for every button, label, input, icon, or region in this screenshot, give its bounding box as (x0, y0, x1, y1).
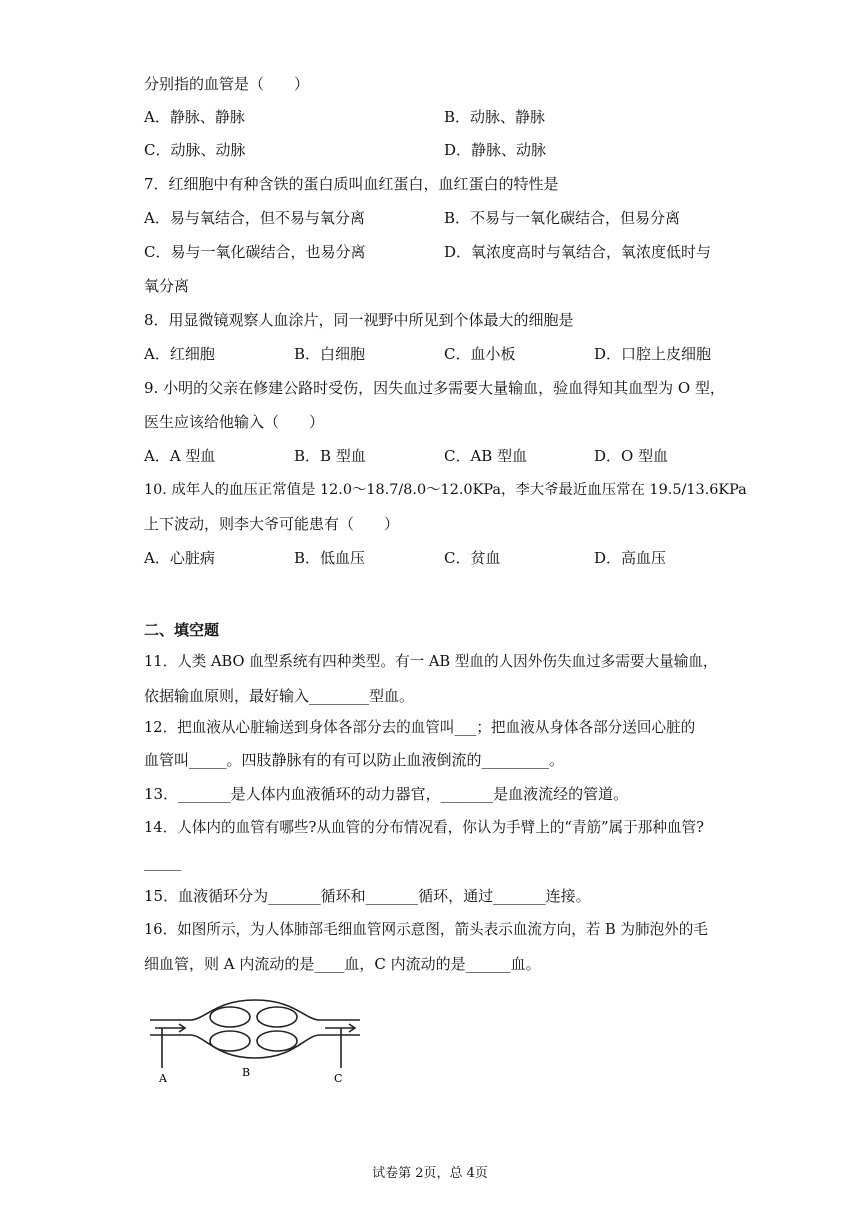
q8-option-a: A．红细胞 (144, 345, 215, 363)
q7-option-a: A．易与氧结合，但不易与氧分离 (144, 209, 365, 227)
q9-stem-line2: 医生应该给他输入（ ） (144, 413, 325, 431)
q7-stem: 7．红细胞中有种含铁的蛋白质叫血红蛋白，血红蛋白的特性是 (144, 175, 559, 193)
vessel-top-wall (150, 1000, 360, 1020)
q11-line1: 11．人类 ABO 血型系统有四种类型。有一 AB 型血的人因外伤失血过多需要大量输血， (144, 653, 718, 670)
q14-answer-blank: _____ (144, 853, 182, 871)
q8-option-d: D．口腔上皮细胞 (594, 345, 712, 363)
q7-option-b: B．不易与一氧化碳结合，但易分离 (444, 209, 681, 227)
q9-option-a: A．A 型血 (144, 447, 216, 465)
q6-option-c: C．动脉、动脉 (144, 141, 246, 159)
q10-option-a: A．心脏病 (144, 549, 215, 567)
q10-stem-line2: 上下波动，则李大爷可能患有（ ） (144, 515, 400, 533)
capillary-loop (257, 1031, 297, 1051)
vessel-bottom-wall (150, 1035, 360, 1058)
capillary-loop (210, 1007, 250, 1027)
q15-line1: 15．血液循环分为_______循环和_______循环，通过_______连接。 (144, 887, 591, 905)
q6-stem-tail: 分别指的血管是（ ） (144, 75, 310, 93)
q7-option-d-continued: 氧分离 (144, 277, 190, 295)
q7-option-c: C．易与一氧化碳结合，也易分离 (144, 243, 366, 261)
label-a: A (159, 1072, 167, 1085)
q6-option-b: B．动脉、静脉 (444, 108, 546, 126)
q10-option-c: C．贫血 (444, 549, 501, 567)
q12-line1: 12．把血液从心脏输送到身体各部分去的血管叫___；把血液从身体各部分送回心脏的 (144, 719, 696, 736)
q7-option-d: D．氧浓度高时与氧结合，氧浓度低时与 (444, 243, 712, 261)
q8-stem: 8．用显微镜观察人血涂片，同一视野中所见到个体最大的细胞是 (144, 311, 574, 329)
q10-stem-line1: 10. 成年人的血压正常值是 12.0～18.7/8.0～12.0KPa，李大爷最近血压常在 19.5/13.6KPa (144, 482, 747, 498)
q13-line1: 13．_______是人体内血液循环的动力器官，_______是血液流经的管道。 (144, 785, 629, 803)
q16-line1: 16．如图所示，为人体肺部毛细血管网示意图，箭头表示血流方向，若 B 为肺泡外的毛 (144, 921, 708, 938)
label-b: B (242, 1066, 251, 1079)
q9-option-d: D．O 型血 (594, 447, 669, 465)
capillary-loop (210, 1031, 250, 1051)
q10-option-d: D．高血压 (594, 549, 667, 567)
q6-option-d: D．静脉、动脉 (444, 141, 547, 159)
q8-option-c: C．血小板 (444, 345, 516, 363)
section-title-fill-in-blank: 二、填空题 (144, 621, 220, 639)
q8-option-b: B．白细胞 (294, 345, 366, 363)
capillary-network-diagram (145, 990, 365, 1090)
q10-option-b: B．低血压 (294, 549, 366, 567)
q12-line2: 血管叫_____。四肢静脉有的有可以防止血液倒流的_________。 (144, 751, 565, 769)
q9-option-b: B．B 型血 (294, 447, 366, 465)
q11-line2: 依据输血原则，最好输入________型血。 (144, 687, 415, 705)
q9-stem-line1: 9. 小明的父亲在修建公路时受伤，因失血过多需要大量输血，验血得知其血型为 O 型， (144, 379, 725, 397)
q9-option-c: C．AB 型血 (444, 447, 528, 465)
capillary-loop (257, 1007, 297, 1027)
label-c: C (334, 1072, 343, 1085)
q14-line1: 14．人体内的血管有哪些?从血管的分布情况看，你认为手臂上的“青筋”属于那种血管? (144, 819, 704, 836)
q16-line2: 细血管，则 A 内流动的是____血，C 内流动的是______血。 (144, 955, 541, 973)
page-footer: 试卷第 2页，总 4页 (372, 1166, 488, 1181)
q6-option-a: A．静脉、静脉 (144, 108, 245, 126)
